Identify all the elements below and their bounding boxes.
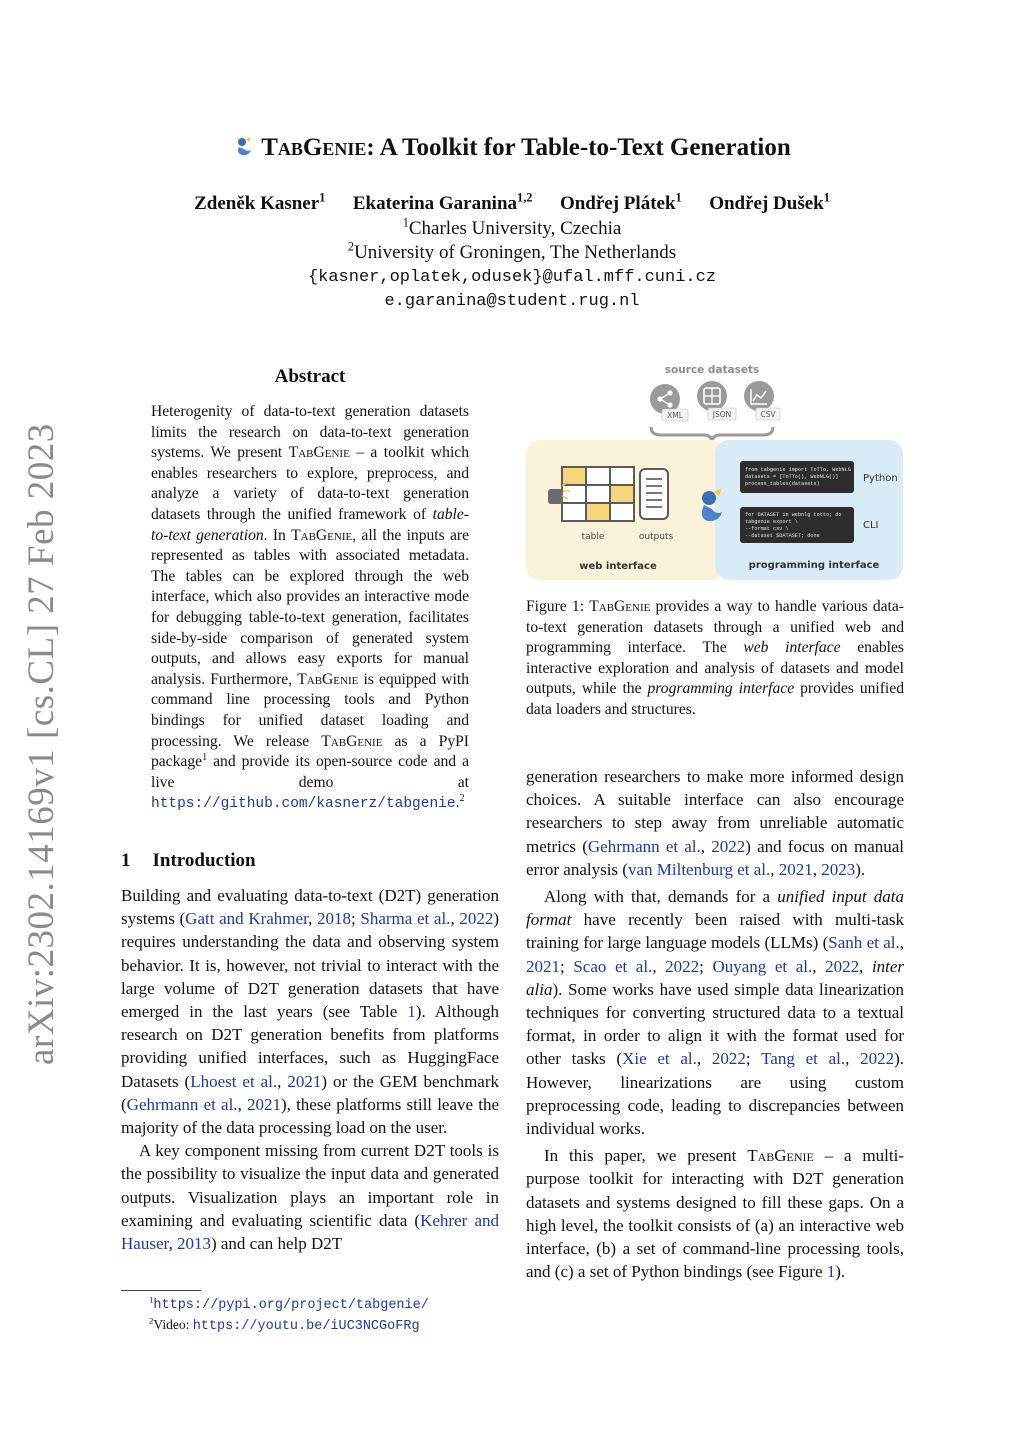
paragraph: Building and evaluating data-to-text (D2T) generation systems (Gatt and Krahmer, 2018; Sharma et al., 2022) requires understanding the data and observing system behavior. It is, however, not trivial to interact with the large volume of D2T generation datasets that have emerged in the last years (see Table 1). Although research on D2T generation benefits from platforms providing unified interfaces, such as HuggingFace Datasets (Lhoest et al., 2021) or the GEM benchmark (Gehrmann et al., 2021), these platforms still leave the majority of the data processing load on the user. — [121, 886, 500, 1138]
affiliation: $^1$Charles University, Czechia — [402, 215, 622, 239]
citation[interactable]: 2021 — [778, 859, 813, 879]
citation[interactable]: Gatt and Krahmer — [185, 909, 309, 929]
format-label-csv: CSV — [760, 410, 776, 419]
format-label-xml: XML — [667, 411, 683, 420]
affiliation: $^2$University of Groningen, The Netherlands — [347, 239, 677, 263]
citation[interactable]: 2013 — [176, 1234, 211, 1254]
source-datasets-label: source datasets — [664, 364, 760, 376]
citation[interactable]: Tang et al. — [761, 1049, 846, 1069]
citation[interactable]: 2018 — [316, 909, 351, 929]
json-grid-icon — [697, 381, 727, 411]
citation[interactable]: Xie et al. — [622, 1049, 697, 1069]
citation[interactable]: van Miltenburg et al. — [627, 859, 771, 879]
code-line: --format csv \ — [745, 526, 789, 532]
figure-ref[interactable]: 1 — [826, 1262, 836, 1282]
citation[interactable]: 2021 — [247, 1094, 281, 1114]
pypi-link[interactable]: https://pypi.org/project/tabgenie/ — [153, 1298, 429, 1313]
cli-label: CLI — [863, 520, 879, 531]
citation[interactable]: 2021 — [526, 956, 560, 976]
author: Zdeněk Kasner$^1$ — [194, 190, 326, 214]
outputs-document-icon — [640, 469, 668, 519]
abstract-text: Heterogenity of data-to-text generation datasets limits the research on data-to-text generation systems. We present TabGenie – a toolkit which enables researchers to explore, preprocess, and analyze a variety of data-to-text generation datasets through the unified framework of table-to-text generation. In TabGenie, all the inputs are represented as tables with associated metadata. The tables can be explored through the web interface, which also provides an interactive mode for debugging table-to-text generation, facilitates side-by-side comparison of generated system outputs, and allows easy exports for manual analysis. Furthermore, TabGenie is equipped with command line processing tools and Python bindings for unified dataset loading and processing. We release TabGenie as a PyPI package$^1$ and provide its open-source code and a live demo at https://github.com/kasnerz/tabgenie.$^2$ — [151, 403, 470, 813]
citation[interactable]: Kehrer and Hauser — [121, 1210, 499, 1254]
citation[interactable]: 2022 — [711, 1049, 746, 1069]
arxiv-stamp: arXiv:2302.14169v1 [cs.CL] 27 Feb 2023 — [21, 423, 62, 1065]
citation[interactable]: Sharma et al. — [360, 909, 451, 929]
citation[interactable]: 2022 — [459, 909, 494, 929]
code-line: process_tables(datasets) — [745, 481, 820, 487]
programming-interface-label: programming interface — [748, 560, 880, 571]
right-column-body — [526, 765, 904, 1283]
citation[interactable]: 2022 — [711, 836, 746, 856]
figure-1 — [526, 355, 904, 585]
citation[interactable]: 2023 — [821, 859, 856, 879]
repo-link[interactable]: https://github.com/kasnerz/tabgenie — [151, 796, 456, 813]
code-line: for DATASET in webnlg totto; do — [745, 512, 842, 518]
web-interface-label: web interface — [579, 561, 657, 572]
table-ref[interactable]: 1 — [407, 1002, 416, 1022]
email: e.garanina@student.rug.nl — [384, 292, 640, 311]
paper-title — [0, 134, 1024, 162]
table-label: table — [581, 532, 605, 542]
citation[interactable]: 2021 — [287, 1071, 322, 1091]
genie-logo-icon — [233, 135, 255, 157]
code-line: --dataset $DATASET; done — [745, 533, 820, 539]
author: Ondřej Plátek$^1$ — [559, 190, 682, 214]
citation[interactable]: Lhoest et al. — [190, 1071, 278, 1091]
csv-chart-icon — [744, 381, 774, 411]
author: Ondřej Dušek$^1$ — [709, 190, 830, 214]
title-rest: : A Toolkit for Table-to-Text Generation — [366, 134, 791, 161]
citation[interactable]: Sanh et al. — [828, 933, 900, 953]
citation[interactable]: 2022 — [860, 1049, 895, 1069]
footnote: $^1$https://pypi.org/project/tabgenie/ — [149, 1294, 429, 1313]
paragraph: In this paper, we present TabGenie – a multi-purpose toolkit for interacting with D2T generation datasets and systems designed to fill these gaps. On a high level, the toolkit consists of (a) an interactive web interface, (b) a set of command-line processing tools, and (c) a set of Python bindings (see Figure 1). — [526, 1146, 904, 1282]
intro-body — [121, 884, 499, 1255]
citation[interactable]: Gehrmann et al. — [587, 836, 701, 856]
video-link[interactable]: https://youtu.be/iUC3NCGoFRg — [192, 1319, 420, 1334]
citation[interactable]: Gehrmann et al. — [126, 1094, 238, 1114]
figure-caption: Figure 1: TabGenie provides a way to handle various data-to-text generation datasets through a unified web and programming interface. The web interface enables interactive exploration and analysis of datasets and model outputs, while the programming interface provides unified data loaders and structures. — [526, 598, 904, 718]
footnote-rule — [121, 1290, 201, 1291]
author-list — [0, 190, 1024, 215]
paragraph: A key component missing from current D2T tools is the possibility to visualize the input data and generated outputs. Visualization plays an important role in examining and evaluating scientific data (Kehrer and Hauser, 2013) and can help D2T — [121, 1141, 499, 1254]
footnote: $^2$Video: https://youtu.be/iUC3NCGoFRg — [149, 1315, 420, 1334]
citation[interactable]: 2022 — [665, 956, 700, 976]
paragraph: generation researchers to make more informed design choices. A suitable interface can also encourage researchers to step away from unreliable automatic metrics (Gehrmann et al., 2022) and focus on manual error analysis (van Miltenburg et al., 2021, 2023). — [526, 767, 905, 879]
table-grid-icon — [562, 467, 634, 521]
outputs-label: outputs — [638, 532, 674, 542]
citation[interactable]: Ouyang et al. — [712, 956, 813, 976]
section-heading: 1 Introduction — [121, 850, 256, 871]
citation[interactable]: Scao et al. — [573, 956, 653, 976]
citation[interactable]: 2022 — [825, 956, 860, 976]
code-line: tabgenie export \ — [745, 519, 798, 525]
email: {kasner,oplatek,odusek}@ufal.mff.cuni.cz — [307, 268, 717, 287]
footnotes — [149, 1294, 429, 1336]
paragraph: Along with that, demands for a unified input data format have recently been raised with multi-task training for large language models (LLMs) (Sanh et al., 2021; Scao et al., 2022; Ouyang et al., 2022, inter alia). Some works have used simple data linearization techniques for converting structured data to a textual format, in order to align it with the format used for other tasks (Xie et al., 2022; Tang et al., 2022). However, linearizations are using custom preprocessing code, leading to discrepancies between individual works. — [526, 887, 905, 1139]
title-name: TabGenie — [261, 134, 367, 161]
code-line: datasets = [ToTTo(), WebNLG()] — [745, 474, 839, 480]
python-label: Python — [863, 473, 898, 484]
author: Ekaterina Garanina$^{1,2}$ — [352, 190, 533, 214]
abstract-heading: Abstract — [274, 366, 346, 387]
format-label-json: JSON — [712, 410, 732, 419]
code-line: from tabgenie import ToTTo, WebNLG — [745, 467, 851, 473]
